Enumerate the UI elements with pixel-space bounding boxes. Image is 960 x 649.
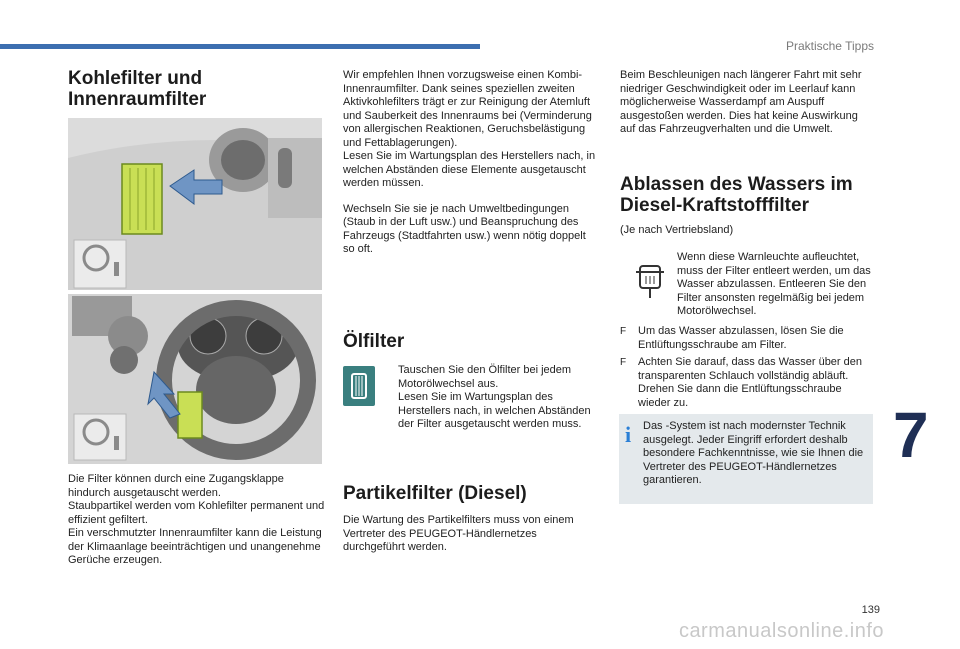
paragraph: Lesen Sie im Wartungsplan des Herstellers nach, in welchen Abständen diese Elemente ausgetauscht werden müssen. xyxy=(343,150,596,189)
paragraph-line: Die Filter können durch eine Zugangsklappe hindurch ausgetauscht werden. xyxy=(68,473,284,499)
cabin-filter-title xyxy=(68,68,318,110)
header-accent-bar xyxy=(0,44,480,49)
info-icon: i xyxy=(625,422,632,447)
info-text: Das -System ist nach modernster Technik ausgelegt. Jeder Eingriff erfordert deshalb besondere Fachkenntnisse, wie sie Ihnen die Vertreter des PEUGEOT-Händlernetzes garantieren. xyxy=(643,420,864,486)
dashboard-drawing xyxy=(68,118,322,290)
oil-filter-glyph xyxy=(343,366,375,406)
country-note: (Je nach Vertriebsland) xyxy=(620,224,734,236)
info-box xyxy=(619,414,873,504)
water-vapour-text: Beim Beschleunigen nach längerer Fahrt mit sehr niedriger Geschwindigkeit oder im Leerlauf kann möglicherweise Wasserdampf am Auspuff ausgestoßen werden. Dies hat keine Auswirkung auf das Fahrzeugverhalten und die Umwelt. xyxy=(620,69,862,135)
filter-recommendation-text xyxy=(343,69,599,257)
paragraph-line: Staubpartikel werden vom Kohlefilter permanent und effizient gefiltert. xyxy=(68,500,325,526)
oil-filter-title: Ölfilter xyxy=(343,331,405,352)
water-drain-title xyxy=(620,174,890,216)
title-line: Ablassen des Wassers im xyxy=(620,174,853,195)
particle-filter-text: Die Wartung des Partikelfilters muss von einem Vertreter des PEUGEOT-Händlernetzes durchgeführt werden. xyxy=(343,514,574,553)
warning-light-text: Wenn diese Warnleuchte aufleuchtet, muss der Filter entleert werden, um das Wasser abzulassen. Entleeren Sie den Filter ansonsten regelmäßig bei jedem Motorölwechsel. xyxy=(677,251,871,317)
paragraph: Tauschen Sie den Ölfilter bei jedem Motorölwechsel aus. xyxy=(398,364,572,390)
particle-filter-title: Partikelfilter (Diesel) xyxy=(343,483,527,504)
list-item-text: Um das Wasser abzulassen, lösen Sie die Entlüftungsschraube am Filter. xyxy=(638,325,844,351)
title-line: Diesel-Kraftstofffilter xyxy=(620,195,809,216)
paragraph: Wir empfehlen Ihnen vorzugsweise einen Kombi-Innenraumfilter. Dank seines speziellen zweiten Aktivkohlefilters trägt er zur Reinigung der Atemluft und Sauberkeit des Innenraums bei (Verminderung von allergischen Reaktionen, Geruchsbelästigung und Fettablagerungen). xyxy=(343,69,592,149)
title-line: Kohlefilter und xyxy=(68,68,203,89)
bullet-mark: F xyxy=(620,326,627,337)
section-title: Praktische Tipps xyxy=(785,39,874,53)
list-item xyxy=(620,356,876,410)
filter-location-illustration xyxy=(68,118,322,290)
paragraph: Wechseln Sie sie je nach Umweltbedingungen (Staub in der Luft usw.) und Beanspruchung des Fahrzeugs (Stadtfahrten usw.) wenn nötig doppelt so oft. xyxy=(343,202,586,255)
bullet-mark: F xyxy=(620,357,627,368)
watermark: carmanualsonline.info xyxy=(678,620,884,642)
oil-filter-icon xyxy=(343,366,375,406)
paragraph-line: Ein verschmutzter Innenraumfilter kann die Leistung der Klimaanlage beeinträchtigen und unangenehme Gerüche erzeugen. xyxy=(68,527,322,566)
list-item xyxy=(620,325,876,352)
steering-wheel-drawing xyxy=(68,294,322,464)
title-line: Innenraumfilter xyxy=(68,89,207,110)
water-in-fuel-icon xyxy=(632,258,668,300)
list-item-text: Achten Sie darauf, dass das Wasser über den transparenten Schlauch vollständig abläuft. Drehen Sie dann die Entlüftungsschraube wieder zu. xyxy=(638,356,862,409)
steering-wheel-illustration xyxy=(68,294,322,464)
oil-filter-text xyxy=(398,364,598,432)
page-number: 139 xyxy=(861,604,880,616)
cabin-filter-text xyxy=(68,473,326,568)
paragraph: Lesen Sie im Wartungsplan des Herstellers nach, in welchen Abständen der Filter ausgetauscht werden muss. xyxy=(398,391,591,430)
drain-steps xyxy=(620,325,876,414)
water-in-fuel-glyph xyxy=(632,258,668,300)
chapter-number: 7 xyxy=(893,399,929,471)
